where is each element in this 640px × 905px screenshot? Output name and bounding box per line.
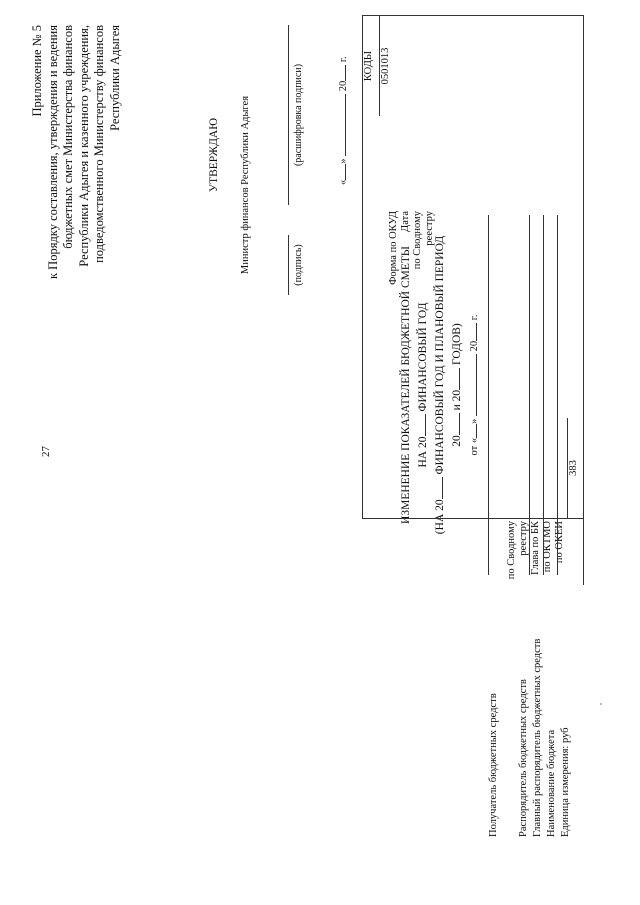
title-line-3: (НА 20 ФИНАНСОВЫЙ ГОД И ПЛАНОВЫЙ ПЕРИОД bbox=[431, 165, 448, 605]
registry-label-2b: реестру bbox=[518, 521, 529, 556]
year-prefix: 20 bbox=[338, 80, 349, 92]
budget-name-field[interactable] bbox=[557, 215, 558, 575]
date-label: Дата bbox=[400, 211, 411, 232]
codes-column bbox=[362, 15, 584, 519]
transcript-caption: (расшифровка подписи) bbox=[293, 63, 304, 167]
year-field[interactable] bbox=[334, 65, 346, 81]
signature-line[interactable] bbox=[288, 235, 289, 295]
registry-label-2: по Сводному bbox=[506, 521, 517, 580]
approval-subtitle: Министр финансов Республики Адыгея bbox=[240, 95, 251, 275]
form-code-cell: 0501013 bbox=[379, 16, 394, 116]
title-line-5: от «» 20 г. bbox=[465, 165, 483, 605]
registry-label-1: по Сводному bbox=[412, 211, 423, 270]
main-manager-label: Главный распорядитель бюджетных средств bbox=[532, 638, 543, 837]
appendix-header bbox=[30, 25, 123, 435]
appendix-line: бюджетных смет Министерства финансов bbox=[61, 25, 75, 249]
main-manager-field[interactable] bbox=[543, 215, 544, 575]
date-quote-close: » bbox=[338, 158, 349, 164]
appendix-line: подведомственного Министерству финансов bbox=[92, 25, 106, 263]
month-field[interactable] bbox=[334, 94, 346, 156]
codes-header: КОДЫ bbox=[363, 50, 374, 82]
bk-label: Глава по БК bbox=[530, 521, 541, 575]
approval-date bbox=[334, 56, 349, 185]
title-line-1: ИЗМЕНЕНИЕ ПОКАЗАТЕЛЕЙ БЮДЖЕТНОЙ СМЕТЫ bbox=[400, 246, 412, 524]
signature-caption: (подпись) bbox=[293, 244, 304, 286]
transcript-line[interactable] bbox=[288, 25, 289, 205]
budget-name-label: Наименование бюджета bbox=[546, 729, 557, 837]
year-suffix: г. bbox=[338, 56, 349, 63]
manager-field[interactable] bbox=[529, 215, 530, 575]
date-quote-open: « bbox=[338, 179, 349, 185]
approval-title: УТВЕРЖДАЮ bbox=[208, 117, 220, 193]
scan-artifact bbox=[600, 703, 602, 705]
appendix-line: Республики Адыгея и казенного учреждения, bbox=[76, 25, 91, 267]
day-field[interactable] bbox=[334, 164, 346, 180]
okei-label: по ОКЕИ bbox=[554, 521, 565, 564]
title-line-2: НА 20 ФИНАНСОВЫЙ ГОД bbox=[414, 165, 431, 605]
recipient-field[interactable] bbox=[488, 215, 489, 575]
appendix-line: к Порядку составления, утверждения и ведения bbox=[45, 25, 60, 280]
page-number: 27 bbox=[40, 446, 52, 457]
title-line-4: 20 и 20 ГОДОВ) bbox=[448, 165, 465, 605]
unit-label: Единица измерения: руб bbox=[560, 727, 571, 837]
okud-label: Форма по ОКУД bbox=[388, 211, 399, 285]
recipient-label: Получатель бюджетных средств bbox=[488, 693, 499, 837]
manager-label: Распорядитель бюджетных средств bbox=[518, 679, 529, 837]
unit-code-cell: 383 bbox=[567, 418, 584, 518]
registry-label-1b: реестру bbox=[424, 211, 435, 246]
appendix-line: Республики Адыгея bbox=[107, 25, 122, 131]
appendix-line: Приложение № 5 bbox=[30, 25, 44, 117]
oktmo-label: по ОКТМО bbox=[542, 521, 553, 573]
